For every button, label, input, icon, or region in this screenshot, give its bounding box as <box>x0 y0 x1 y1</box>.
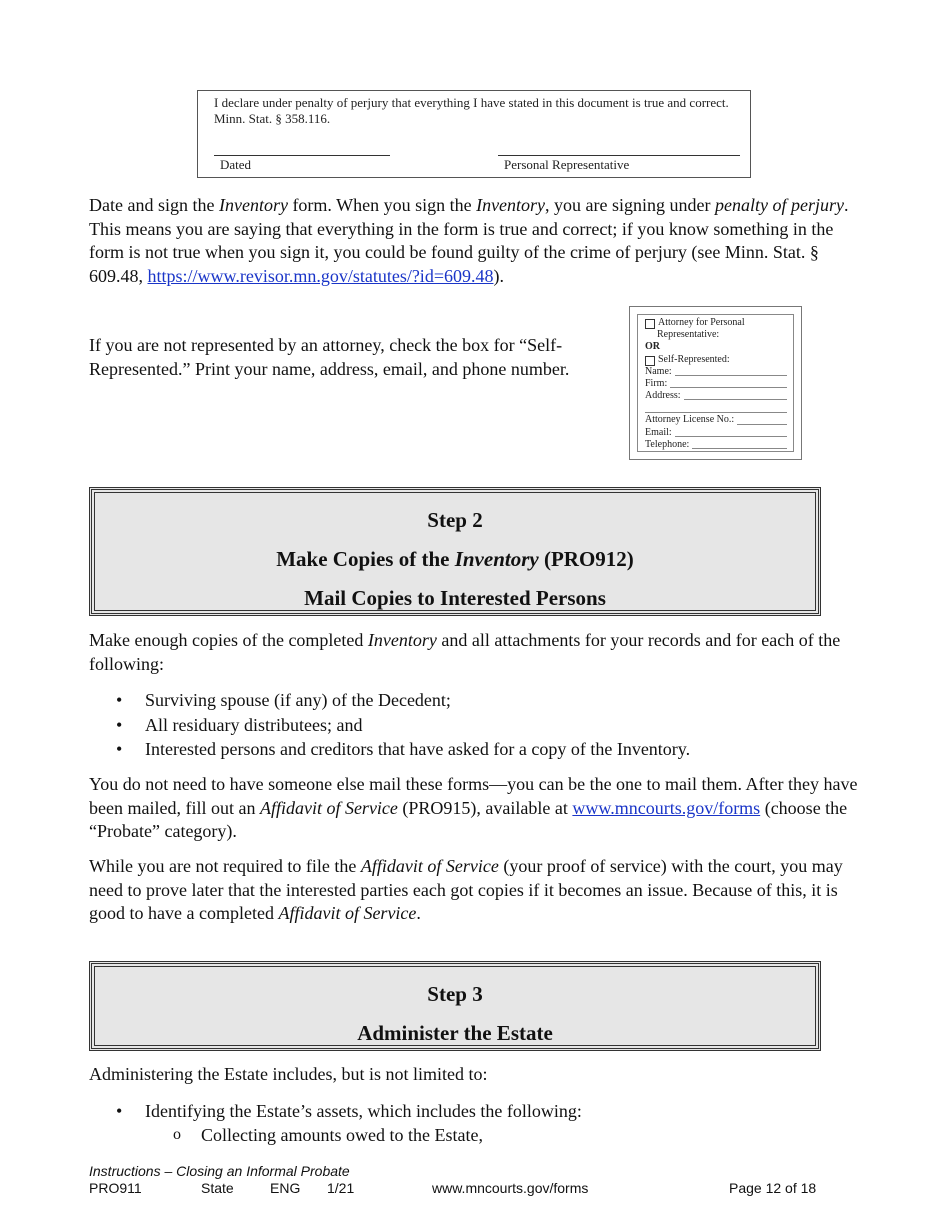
firm-row <box>645 378 793 390</box>
name-label: Name: <box>645 365 672 377</box>
footer-date: 1/21 <box>327 1180 355 1196</box>
name-line <box>675 375 787 376</box>
text-run: Inventory <box>218 195 288 215</box>
representative-form-image <box>629 306 802 460</box>
license-row <box>645 415 793 427</box>
list-item: • Interested persons and creditors that have asked for a copy of the Inventory. <box>89 737 849 762</box>
email-label: Email: <box>645 426 672 438</box>
or-row <box>645 341 793 353</box>
text-run: Make Copies of the <box>276 547 455 571</box>
telephone-label: Telephone: <box>645 438 690 450</box>
text-run: (PRO915), available at <box>397 797 573 818</box>
step-3-heading-box <box>89 961 821 1051</box>
text-run: . This means you are saying that everything in the form is true and correct; if you know something in the form is not true when you sign it, you could be found guilty of the crime of perjury (see Minn. Stat. § 609.48, <box>89 195 849 286</box>
name-row <box>645 366 793 378</box>
dated-label: Dated <box>220 157 252 172</box>
text-run: Inventory <box>476 195 546 215</box>
step-2-heading-box <box>89 487 821 616</box>
text-run: penalty of perjury <box>715 195 844 215</box>
text-run: Affidavit of Service <box>278 903 417 923</box>
email-row <box>645 427 793 439</box>
footer-url: www.mncourts.gov/forms <box>432 1180 589 1196</box>
footer-document-title: Instructions – Closing an Informal Probate <box>89 1163 350 1179</box>
self-represented-row <box>645 354 793 366</box>
license-label: Attorney License No.: <box>645 414 735 426</box>
self-represented-paragraph: If you are not represented by an attorney, check the box for “Self-Represented.” Print your name, address, email, and phone number. <box>89 335 570 379</box>
make-copies-paragraph <box>89 629 849 676</box>
text-run: Affidavit of Service <box>259 797 398 818</box>
perjury-declaration-image <box>197 90 751 178</box>
text-run: , you are signing under <box>545 195 716 215</box>
perjury-declaration-text: I declare under penalty of perjury that everything I have stated in this document is true and correct. Minn. Stat. § 358.116. <box>214 95 729 126</box>
firm-line <box>670 387 787 388</box>
copies-recipient-list <box>89 688 849 762</box>
text-run: Inventory <box>454 547 539 571</box>
step-2-subtitle: Mail Copies to Interested Persons <box>304 586 606 610</box>
footer-page-number: Page 12 of 18 <box>729 1180 817 1196</box>
text-run: Date and sign the <box>89 195 219 215</box>
representative-signature-line <box>498 155 740 156</box>
mncourts-forms-link[interactable]: www.mncourts.gov/forms <box>572 797 761 818</box>
text-run: and all attachments for your records and for each of the following: <box>89 630 841 674</box>
text-run: form. When you sign the <box>287 195 477 215</box>
address-line <box>684 399 787 400</box>
text-run: Affidavit of Service <box>360 856 499 876</box>
text-run: . <box>416 903 421 923</box>
telephone-row <box>645 439 793 451</box>
telephone-line <box>692 448 787 449</box>
footer-state: State <box>201 1180 234 1196</box>
attorney-row-2 <box>645 329 793 341</box>
sign-inventory-paragraph <box>89 194 849 288</box>
text-run: (PRO912) <box>538 547 634 571</box>
self-represented-label: Self-Represented: <box>658 353 730 365</box>
text-run: (choose the “Probate” category). <box>89 797 848 841</box>
footer-language: ENG <box>270 1180 301 1196</box>
text-run: You do not need to have someone else mail these forms—you can be the one to mail them. After they have been mailed, fill out an <box>89 774 858 818</box>
email-line <box>675 436 787 437</box>
revisor-statute-link[interactable]: https://www.revisor.mn.gov/statutes/?id=609.48 <box>147 265 494 286</box>
footer-form-number: PRO911 <box>89 1180 142 1196</box>
step-2-title <box>92 547 818 572</box>
address-row-2 <box>645 402 793 414</box>
text-run: Make enough copies of the completed <box>89 630 368 650</box>
sub-list-item: o Collecting amounts owed to the Estate, <box>89 1123 950 1147</box>
attorney-row <box>645 317 793 329</box>
address-row <box>645 390 793 402</box>
step-2-label: Step 2 <box>427 508 483 532</box>
text-run: ). <box>493 265 504 286</box>
address-label: Address: <box>645 390 681 402</box>
or-label: OR <box>645 341 660 353</box>
step-3-title: Administer the Estate <box>357 1021 553 1045</box>
license-line <box>737 424 787 425</box>
text-run: While you are not required to file the <box>89 856 361 876</box>
firm-label: Firm: <box>645 377 668 389</box>
dated-signature-line <box>214 155 390 156</box>
administer-estate-paragraph: Administering the Estate includes, but is not limited to: <box>89 1064 488 1084</box>
list-item: • All residuary distributees; and <box>89 713 849 738</box>
list-item: • Identifying the Estate’s assets, which includes the following: <box>89 1099 849 1124</box>
administer-list <box>89 1099 849 1124</box>
representative-label: Personal Representative <box>504 157 630 172</box>
mail-forms-paragraph <box>89 773 859 844</box>
attorney-label: Attorney for Personal <box>658 316 745 328</box>
address-line-2 <box>645 412 787 413</box>
attorney-label-2: Representative: <box>657 329 720 341</box>
text-run: Inventory <box>367 630 437 650</box>
affidavit-paragraph <box>89 855 849 926</box>
self-represented-checkbox-icon <box>645 356 655 366</box>
attorney-checkbox-icon <box>645 319 655 329</box>
step-3-label: Step 3 <box>427 982 483 1006</box>
list-item: • Surviving spouse (if any) of the Decedent; <box>89 688 849 713</box>
representative-form-inner <box>637 314 794 452</box>
text-run: (your proof of service) with the court, you may need to prove later that the interested parties each got copies if it becomes an issue. Because of this, it is good to have a completed <box>89 856 843 923</box>
